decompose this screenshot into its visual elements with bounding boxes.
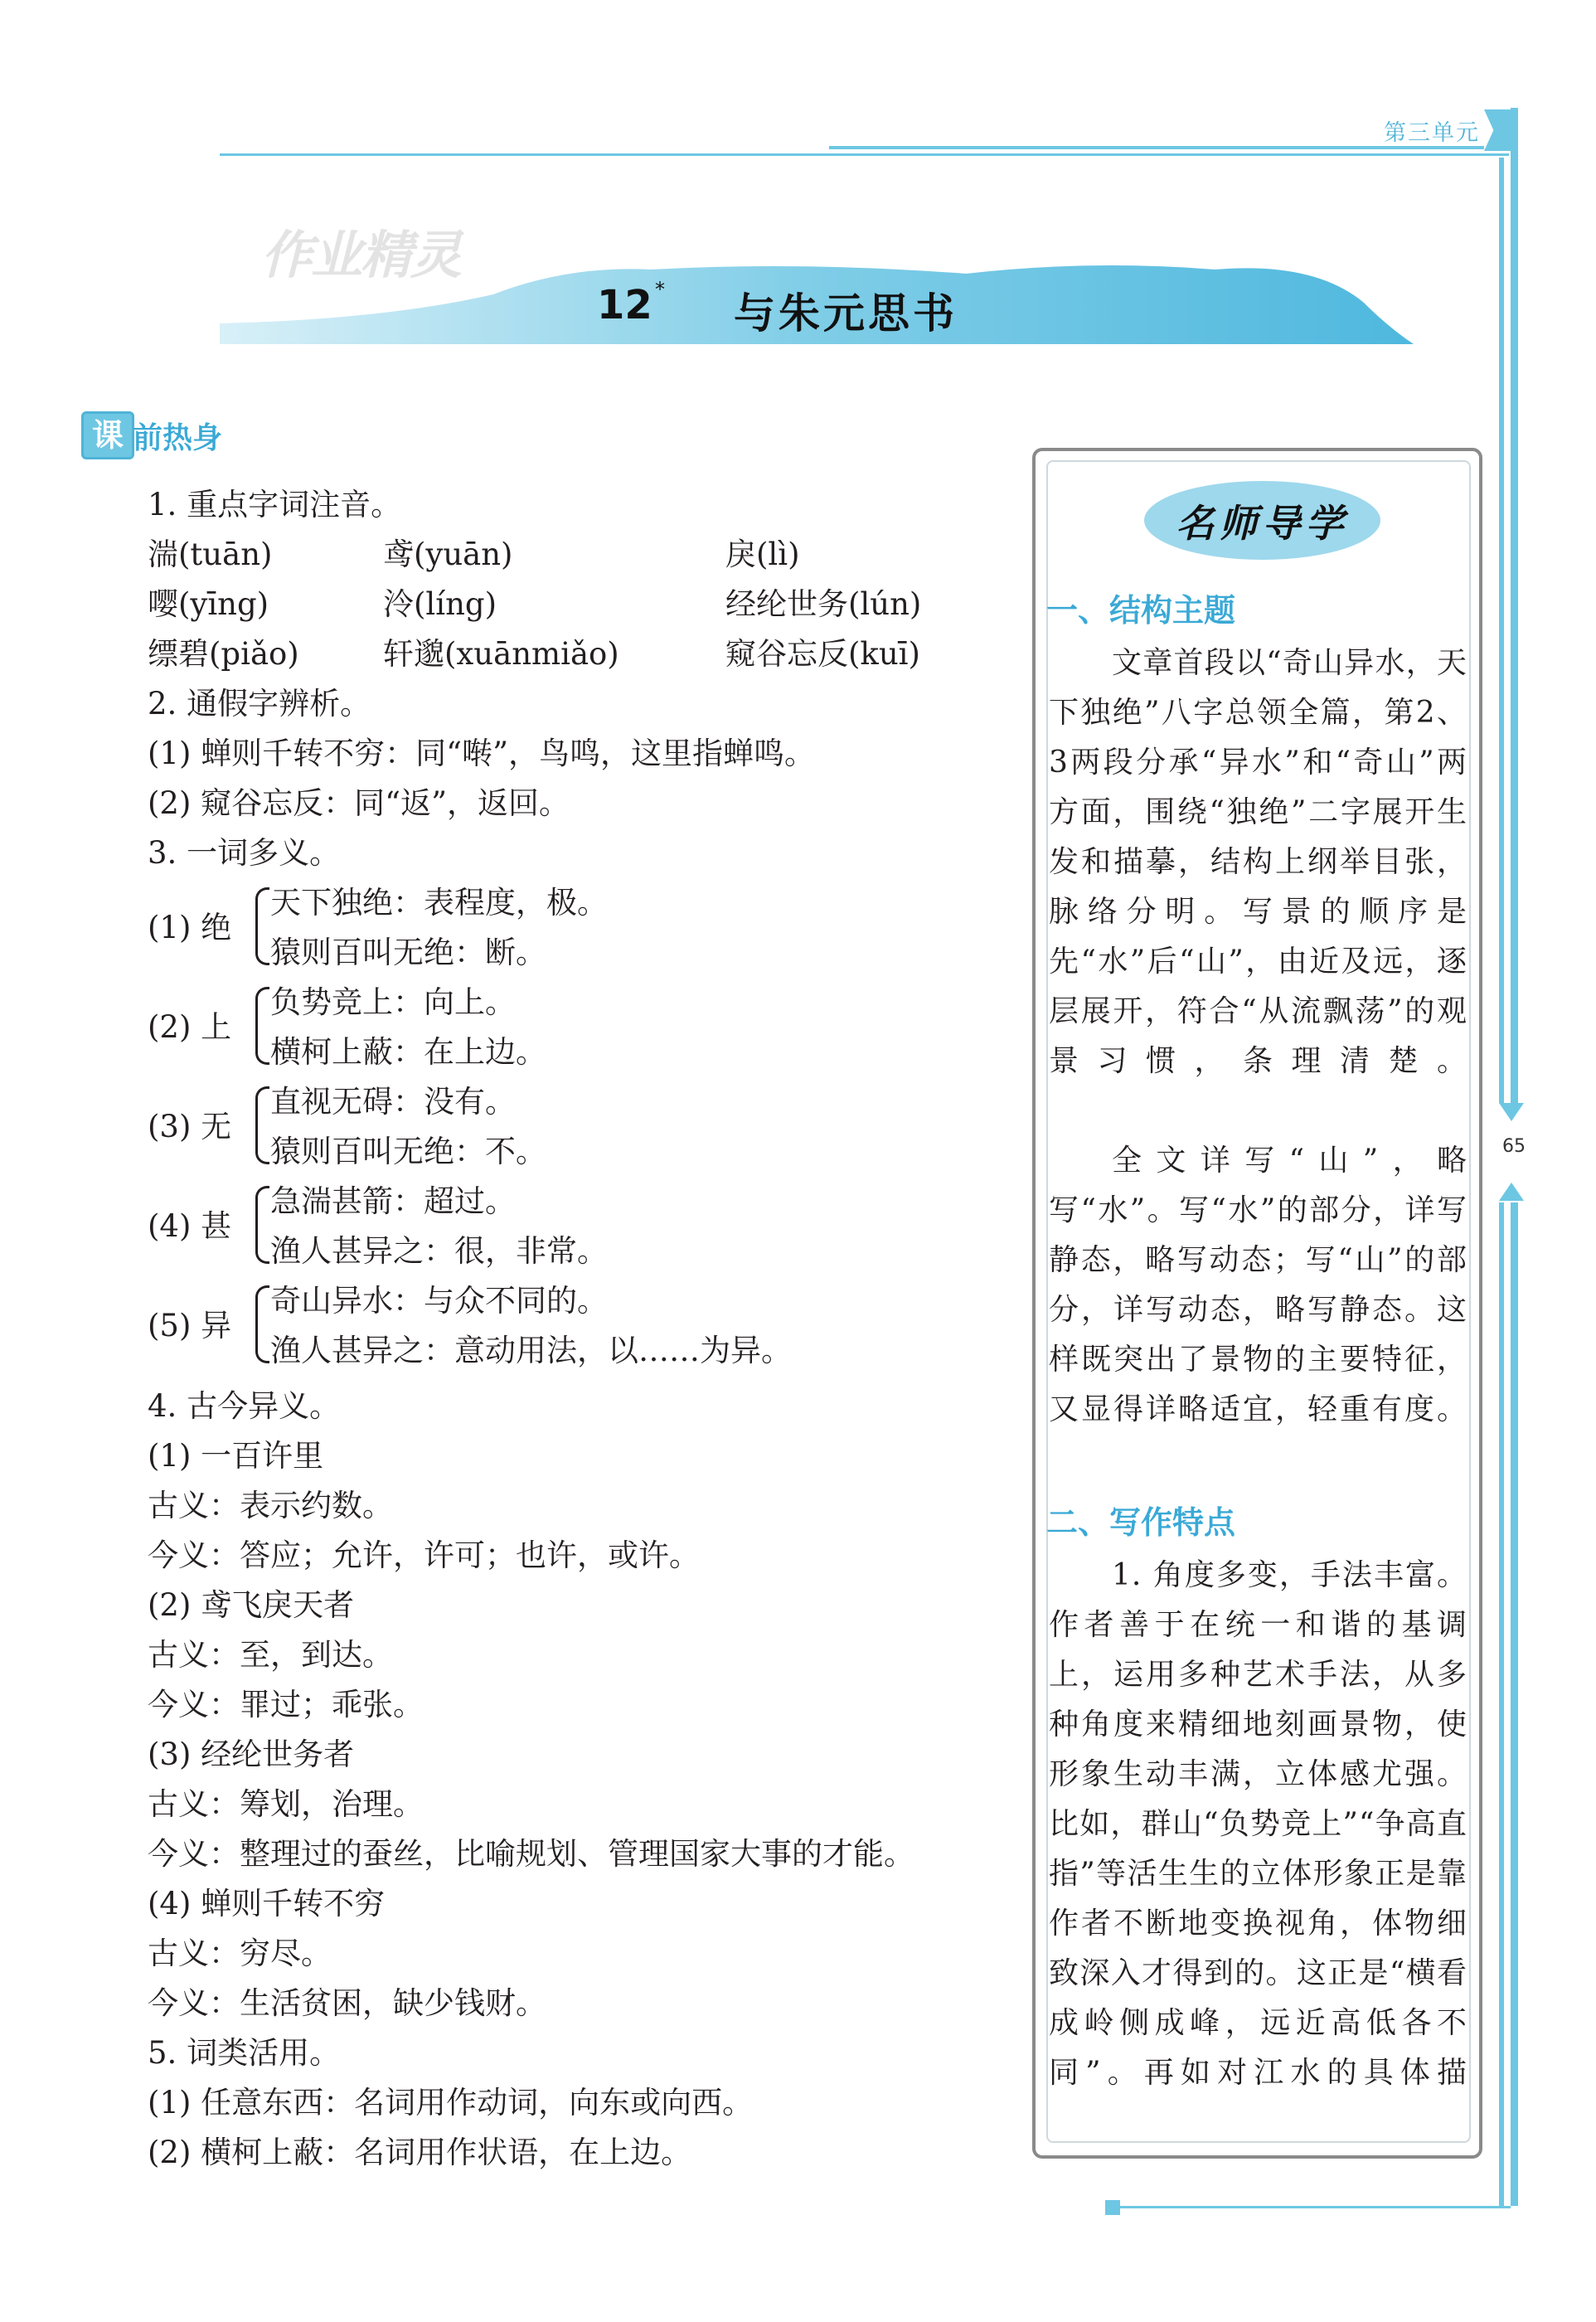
list-item: 古义：至，到达。 bbox=[148, 1637, 393, 1673]
question-1: 1. 重点字词注音。 bbox=[148, 487, 402, 522]
list-item: 今义：罪过；乖张。 bbox=[148, 1687, 424, 1722]
pinyin-item: 鸢(yuān) bbox=[383, 537, 513, 572]
guide-paragraph-2: 全文详写“山”，略写“水”。写“水”的部分，详写静态，略写动态；写“山”的部分，详写动态，略写静态。这样既突出了景物的主要特征，又显得详略适宜，轻重有度。 bbox=[1049, 1144, 1467, 1426]
header-rule-lower bbox=[220, 153, 1509, 156]
list-item: (2) 窥谷忘反：同“返”，返回。 bbox=[148, 785, 570, 821]
pinyin-item: 缥碧(piǎo) bbox=[148, 636, 299, 672]
question-2: 2. 通假字辨析。 bbox=[148, 686, 371, 721]
polysemy-label: (3) 无 bbox=[148, 1109, 232, 1144]
brace bbox=[255, 1285, 269, 1363]
unit-label: 第三单元 bbox=[1384, 120, 1480, 146]
lesson-star: * bbox=[655, 278, 665, 301]
pinyin-item: 轩邈(xuānmiǎo) bbox=[383, 636, 619, 672]
polysemy-b: 渔人甚异之：很，非常。 bbox=[270, 1233, 608, 1269]
brace bbox=[255, 887, 269, 965]
section-title: 前热身 bbox=[133, 421, 223, 455]
lesson-number: 12 bbox=[597, 282, 652, 328]
pinyin-item: 戾(lì) bbox=[725, 537, 800, 572]
polysemy-label: (4) 甚 bbox=[148, 1208, 232, 1244]
pinyin-item: 窥谷忘反(kuī) bbox=[725, 636, 920, 672]
polysemy-a: 急湍甚箭：超过。 bbox=[270, 1183, 516, 1219]
list-item: (3) 经纶世务者 bbox=[148, 1737, 355, 1772]
guide-heading-2: 二、写作特点 bbox=[1046, 1504, 1236, 1541]
page-number: 65 bbox=[1502, 1136, 1526, 1157]
brace bbox=[255, 1186, 269, 1264]
pinyin-item: 泠(líng) bbox=[383, 586, 497, 622]
list-item: (2) 横柯上蔽：名词用作状语，在上边。 bbox=[148, 2135, 692, 2170]
polysemy-b: 横柯上蔽：在上边。 bbox=[270, 1034, 546, 1070]
pinyin-item: 湍(tuān) bbox=[148, 537, 273, 572]
guide-paragraph-3: 1. 角度多变，手法丰富。作者善于在统一和谐的基调上，运用多种艺术手法，从多种角度来精细地刻画景物，使形象生动丰满，立体感尤强。比如，群山“负势竞上”“争高直指”等活生生的立体形象正是靠作者不断地变换视角，体物细致深入才得到的。这正是“横看成岭侧成峰，远近高低各不同”。再如对江水的具体描 bbox=[1049, 1558, 1467, 2090]
list-item: 今义：答应；允许，许可；也许，或许。 bbox=[148, 1537, 700, 1573]
question-3: 3. 一词多义。 bbox=[148, 835, 341, 871]
list-item: 古义：筹划，治理。 bbox=[148, 1786, 424, 1822]
list-item: 古义：表示约数。 bbox=[148, 1488, 393, 1523]
question-5: 5. 词类活用。 bbox=[148, 2035, 341, 2071]
footer-rule bbox=[1119, 2206, 1511, 2208]
polysemy-label: (1) 绝 bbox=[148, 910, 232, 945]
pinyin-item: 经纶世务(lún) bbox=[725, 586, 922, 622]
section-badge: 课 bbox=[81, 411, 134, 459]
lesson-title: 与朱元思书 bbox=[734, 289, 958, 338]
list-item: (4) 蝉则千转不穷 bbox=[148, 1886, 386, 1921]
polysemy-b: 渔人甚异之：意动用法，以……为异。 bbox=[270, 1333, 792, 1368]
list-item: 今义：整理过的蚕丝，比喻规划、管理国家大事的才能。 bbox=[148, 1836, 914, 1872]
brace bbox=[255, 987, 269, 1065]
polysemy-b: 猿则百叫无绝：不。 bbox=[270, 1134, 546, 1169]
polysemy-b: 猿则百叫无绝：断。 bbox=[270, 935, 546, 970]
polysemy-a: 天下独绝：表程度，极。 bbox=[270, 885, 608, 921]
list-item: (1) 一百许里 bbox=[148, 1438, 324, 1474]
list-item: (2) 鸢飞戾天者 bbox=[148, 1587, 355, 1623]
list-item: 今义：生活贫困，缺少钱财。 bbox=[148, 1985, 546, 2021]
question-4: 4. 古今异义。 bbox=[148, 1388, 341, 1424]
watermark: 作业精灵 bbox=[261, 225, 461, 285]
list-item: (1) 任意东西：名词用作动词，向东或向西。 bbox=[148, 2085, 754, 2120]
polysemy-a: 负势竞上：向上。 bbox=[270, 984, 516, 1020]
guide-heading-1: 一、结构主题 bbox=[1046, 592, 1236, 629]
guide-title: 名师导学 bbox=[1176, 501, 1349, 546]
pinyin-item: 嘤(yīng) bbox=[148, 586, 269, 622]
polysemy-label: (5) 异 bbox=[148, 1308, 232, 1343]
guide-paragraph-1: 文章首段以“奇山异水，天下独绝”八字总领全篇，第2、3两段分承“异水”和“奇山”两方面，围绕“独绝”二字展开生发和描摹，结构上纲举目张，脉络分明。写景的顺序是先“水”后“山”，由近及远，逐层展开，符合“从流飘荡”的观景习惯，条理清楚。 bbox=[1049, 646, 1467, 1078]
footer-square-icon bbox=[1105, 2200, 1120, 2215]
polysemy-a: 直视无碍：没有。 bbox=[270, 1084, 516, 1120]
polysemy-label: (2) 上 bbox=[148, 1009, 232, 1045]
brace bbox=[255, 1086, 269, 1164]
list-item: (1) 蝉则千转不穷：同“啭”，鸟鸣，这里指蝉鸣。 bbox=[148, 736, 816, 771]
polysemy-a: 奇山异水：与众不同的。 bbox=[270, 1283, 608, 1319]
list-item: 古义：穷尽。 bbox=[148, 1936, 332, 1971]
